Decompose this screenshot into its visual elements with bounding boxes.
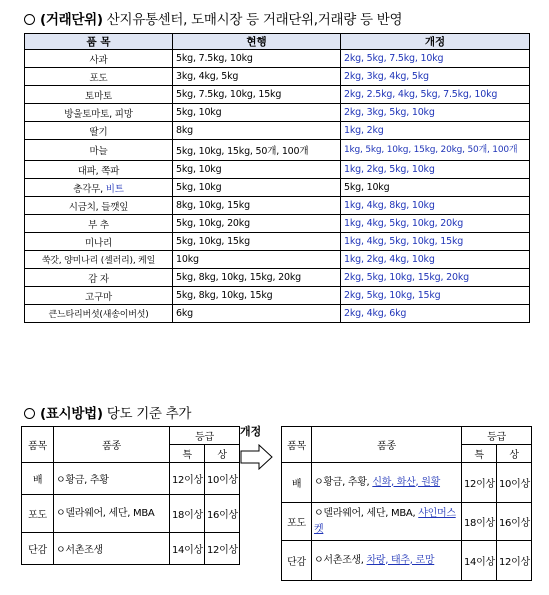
table-row	[25, 104, 530, 122]
item-cell: 단감	[282, 541, 312, 581]
section2-heading-text: 당도 기준 추가	[106, 406, 192, 422]
item-cell: 감 자	[25, 269, 173, 287]
item-cell: 마늘	[25, 140, 173, 161]
current-cell: 10kg	[173, 251, 341, 269]
revised-cell: 1kg, 2kg, 4kg, 10kg	[341, 251, 530, 269]
top-cell: 16이상	[497, 503, 532, 541]
table-row	[25, 269, 530, 287]
header-current: 현행	[173, 34, 341, 50]
table-row	[25, 122, 530, 140]
item-cell: 딸기	[25, 122, 173, 140]
current-cell: 3kg, 4kg, 5kg	[173, 68, 341, 86]
table-row	[25, 86, 530, 104]
item-cell: 단감	[22, 533, 54, 565]
sugar-standard-after-table	[281, 426, 532, 581]
header-variety: 품종	[54, 427, 170, 463]
section2-heading-bold: (표시방법)	[40, 406, 103, 422]
table-row	[25, 287, 530, 305]
circle-bullet-icon	[24, 14, 35, 25]
item-cell: 토마토	[25, 86, 173, 104]
variety-cell: ㅇ서촌조생	[54, 533, 170, 565]
current-cell: 5kg, 10kg	[173, 179, 341, 197]
sugar-standard-before-table	[21, 426, 240, 565]
top-cell: 12이상	[497, 541, 532, 581]
header-variety: 품종	[312, 427, 462, 463]
section2-heading	[24, 402, 191, 422]
special-cell: 18이상	[170, 495, 205, 533]
variety-cell	[312, 503, 462, 541]
table-row	[25, 251, 530, 269]
revised-cell: 5kg, 10kg	[341, 179, 530, 197]
circle-bullet-icon	[24, 408, 35, 419]
table-row	[25, 233, 530, 251]
revised-cell: 2kg, 5kg, 10kg, 15kg, 20kg	[341, 269, 530, 287]
item-cell: 배	[22, 463, 54, 495]
current-cell: 5kg, 8kg, 10kg, 15kg	[173, 287, 341, 305]
item-cell: 방울토마토, 피망	[25, 104, 173, 122]
item-cell	[25, 179, 173, 197]
current-cell: 8kg, 10kg, 15kg	[173, 197, 341, 215]
top-cell: 10이상	[497, 463, 532, 503]
item-cell: 포도	[282, 503, 312, 541]
revised-cell: 2kg, 3kg, 4kg, 5kg	[341, 68, 530, 86]
revised-cell: 1kg, 4kg, 5kg, 10kg, 15kg	[341, 233, 530, 251]
current-cell: 5kg, 7.5kg, 10kg	[173, 50, 341, 68]
item-cell: 포도	[25, 68, 173, 86]
section1-heading-text: 산지유통센터, 도매시장 등 거래단위,거래량 등 반영	[106, 12, 403, 28]
special-cell: 14이상	[170, 533, 205, 565]
revised-cell: 1kg, 5kg, 10kg, 15kg, 20kg, 50개, 100개	[341, 140, 530, 161]
table-row	[22, 495, 240, 533]
special-cell: 12이상	[170, 463, 205, 495]
current-cell: 5kg, 7.5kg, 10kg, 15kg	[173, 86, 341, 104]
current-cell: 6kg	[173, 305, 341, 323]
top-cell: 10이상	[205, 463, 240, 495]
item-cell: 부 추	[25, 215, 173, 233]
header-special: 특	[170, 445, 205, 463]
revised-cell: 1kg, 4kg, 5kg, 10kg, 20kg	[341, 215, 530, 233]
header-item: 품 목	[25, 34, 173, 50]
table-row	[282, 503, 532, 541]
header-item: 품목	[22, 427, 54, 463]
item-cell: 쑥갓, 양미나리 (셀러리), 케일	[25, 251, 173, 269]
table-row	[25, 197, 530, 215]
table-row	[282, 541, 532, 581]
table-row	[25, 68, 530, 86]
revised-cell: 2kg, 5kg, 10kg, 15kg	[341, 287, 530, 305]
revised-cell: 1kg, 2kg, 5kg, 10kg	[341, 161, 530, 179]
special-cell: 12이상	[462, 463, 497, 503]
table-row	[25, 140, 530, 161]
revised-cell: 1kg, 4kg, 8kg, 10kg	[341, 197, 530, 215]
item-cell: 미나리	[25, 233, 173, 251]
header-item: 품목	[282, 427, 312, 463]
header-revised: 개정	[341, 34, 530, 50]
current-cell: 5kg, 10kg, 15kg, 50개, 100개	[173, 140, 341, 161]
header-top: 상	[205, 445, 240, 463]
arrow-right-icon	[240, 444, 274, 470]
revised-cell: 2kg, 5kg, 7.5kg, 10kg	[341, 50, 530, 68]
current-cell: 5kg, 10kg	[173, 104, 341, 122]
trade-unit-table	[24, 33, 530, 323]
table-row	[25, 305, 530, 323]
revised-cell: 2kg, 2.5kg, 4kg, 5kg, 7.5kg, 10kg	[341, 86, 530, 104]
item-cell: 배	[282, 463, 312, 503]
variety-cell: ㅇ황금, 추황	[54, 463, 170, 495]
item-cell: 고구마	[25, 287, 173, 305]
revision-label: 개정	[240, 425, 262, 438]
revised-cell: 2kg, 4kg, 6kg	[341, 305, 530, 323]
added-variety-text: 차랑, 태추, 로망	[366, 554, 435, 566]
item-added-text: 비트	[105, 183, 124, 195]
current-cell: 5kg, 8kg, 10kg, 15kg, 20kg	[173, 269, 341, 287]
variety-cell	[312, 463, 462, 503]
table-row	[22, 533, 240, 565]
section1-heading	[24, 8, 402, 28]
item-cell: 큰느타리버섯(새송이버섯)	[25, 305, 173, 323]
special-cell: 18이상	[462, 503, 497, 541]
current-cell: 5kg, 10kg	[173, 161, 341, 179]
variety-text: ㅇ델라웨어, 세단, MBA,	[314, 507, 419, 519]
table-row	[25, 215, 530, 233]
header-top: 상	[497, 445, 532, 463]
table-row	[22, 463, 240, 495]
top-cell: 12이상	[205, 533, 240, 565]
revised-cell: 2kg, 3kg, 5kg, 10kg	[341, 104, 530, 122]
top-cell: 16이상	[205, 495, 240, 533]
variety-cell: ㅇ델라웨어, 세단, MBA	[54, 495, 170, 533]
table-row	[25, 50, 530, 68]
variety-text: ㅇ황금, 추황,	[314, 476, 373, 488]
current-cell: 5kg, 10kg, 20kg	[173, 215, 341, 233]
current-cell: 8kg	[173, 122, 341, 140]
revised-cell: 1kg, 2kg	[341, 122, 530, 140]
added-variety-text: 샤인머스켓	[314, 507, 456, 535]
table-row	[25, 161, 530, 179]
item-cell: 대파, 쪽파	[25, 161, 173, 179]
item-cell: 시금치, 들깻잎	[25, 197, 173, 215]
current-cell: 5kg, 10kg, 15kg	[173, 233, 341, 251]
added-variety-text: 신화, 화산, 원황	[372, 476, 441, 488]
header-grade: 등급	[170, 427, 240, 445]
item-cell: 사과	[25, 50, 173, 68]
item-text: 총각무,	[73, 183, 106, 195]
section1-heading-bold: (거래단위)	[40, 12, 103, 28]
item-cell: 포도	[22, 495, 54, 533]
variety-text: ㅇ서촌조생,	[314, 554, 367, 566]
header-grade: 등급	[462, 427, 532, 445]
header-special: 특	[462, 445, 497, 463]
special-cell: 14이상	[462, 541, 497, 581]
table-row	[282, 463, 532, 503]
table-row	[25, 179, 530, 197]
variety-cell	[312, 541, 462, 581]
